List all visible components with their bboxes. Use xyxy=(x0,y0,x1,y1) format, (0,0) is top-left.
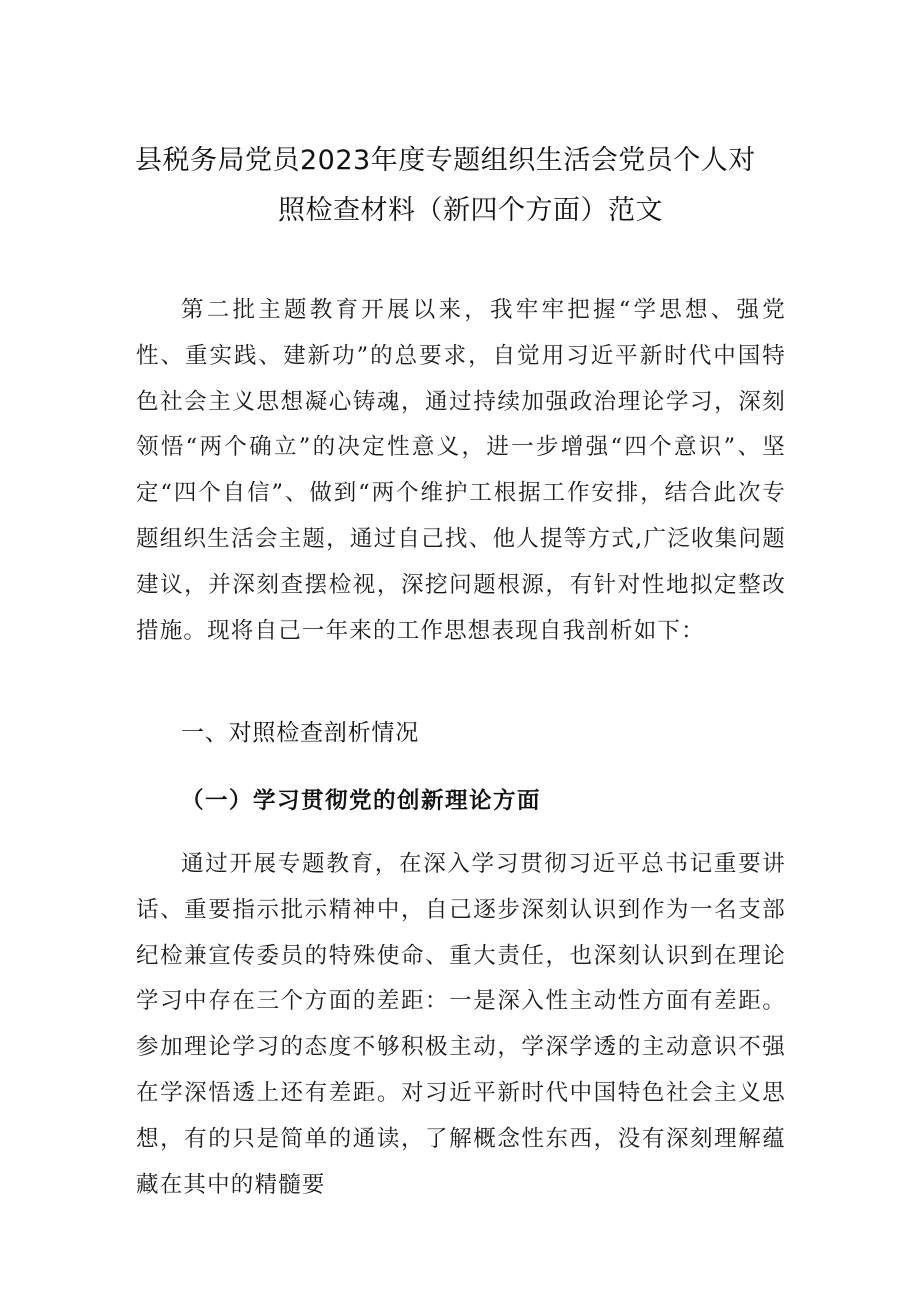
section-heading: 一、对照检查剖析情况 xyxy=(181,720,419,746)
subsection-heading: （一）学习贯彻党的创新理论方面 xyxy=(181,788,542,814)
intro-paragraph: 第二批主题教育开展以来，我牢牢把握“学思想、强党性、重实践、建新功”的总要求，自觉用习近平新时代中国特色社会主义思想凝心铸魂，通过持续加强政治理论学习，深刻领悟“两个确立”的决定性意义，进一步增强“四个意识”、坚定“四个自信”、做到“两个维护工根据工作安排，结合此次专题组织生活会主题，通过自己找、他人提等方式,广泛收集问题建议，并深刻查摆检视，深挖问题根源，有针对性地拟定整改措施。现将自己一年来的工作思想表现自我剖析如下： xyxy=(136,297,786,644)
document-title-line-2: 照检查材料（新四个方面）范文 xyxy=(278,195,663,226)
document-title-line-1: 县税务局党员2023年度专题组织生活会党员个人对 xyxy=(135,145,756,176)
section-paragraph: 通过开展专题教育，在深入学习贯彻习近平总书记重要讲话、重要指示批示精神中，自己逐步深刻认识到作为一名支部纪检兼宣传委员的特殊使命、重大责任，也深刻认识到在理论学习中存在三个方面的差距：一是深入性主动性方面有差距。参加理论学习的态度不够积极主动，学深学透的主动意识不强在学深悟透上还有差距。对习近平新时代中国特色社会主义思想，有的只是简单的通读，了解概念性东西，没有深刻理解蕴藏在其中的精髓要 xyxy=(136,851,786,1198)
